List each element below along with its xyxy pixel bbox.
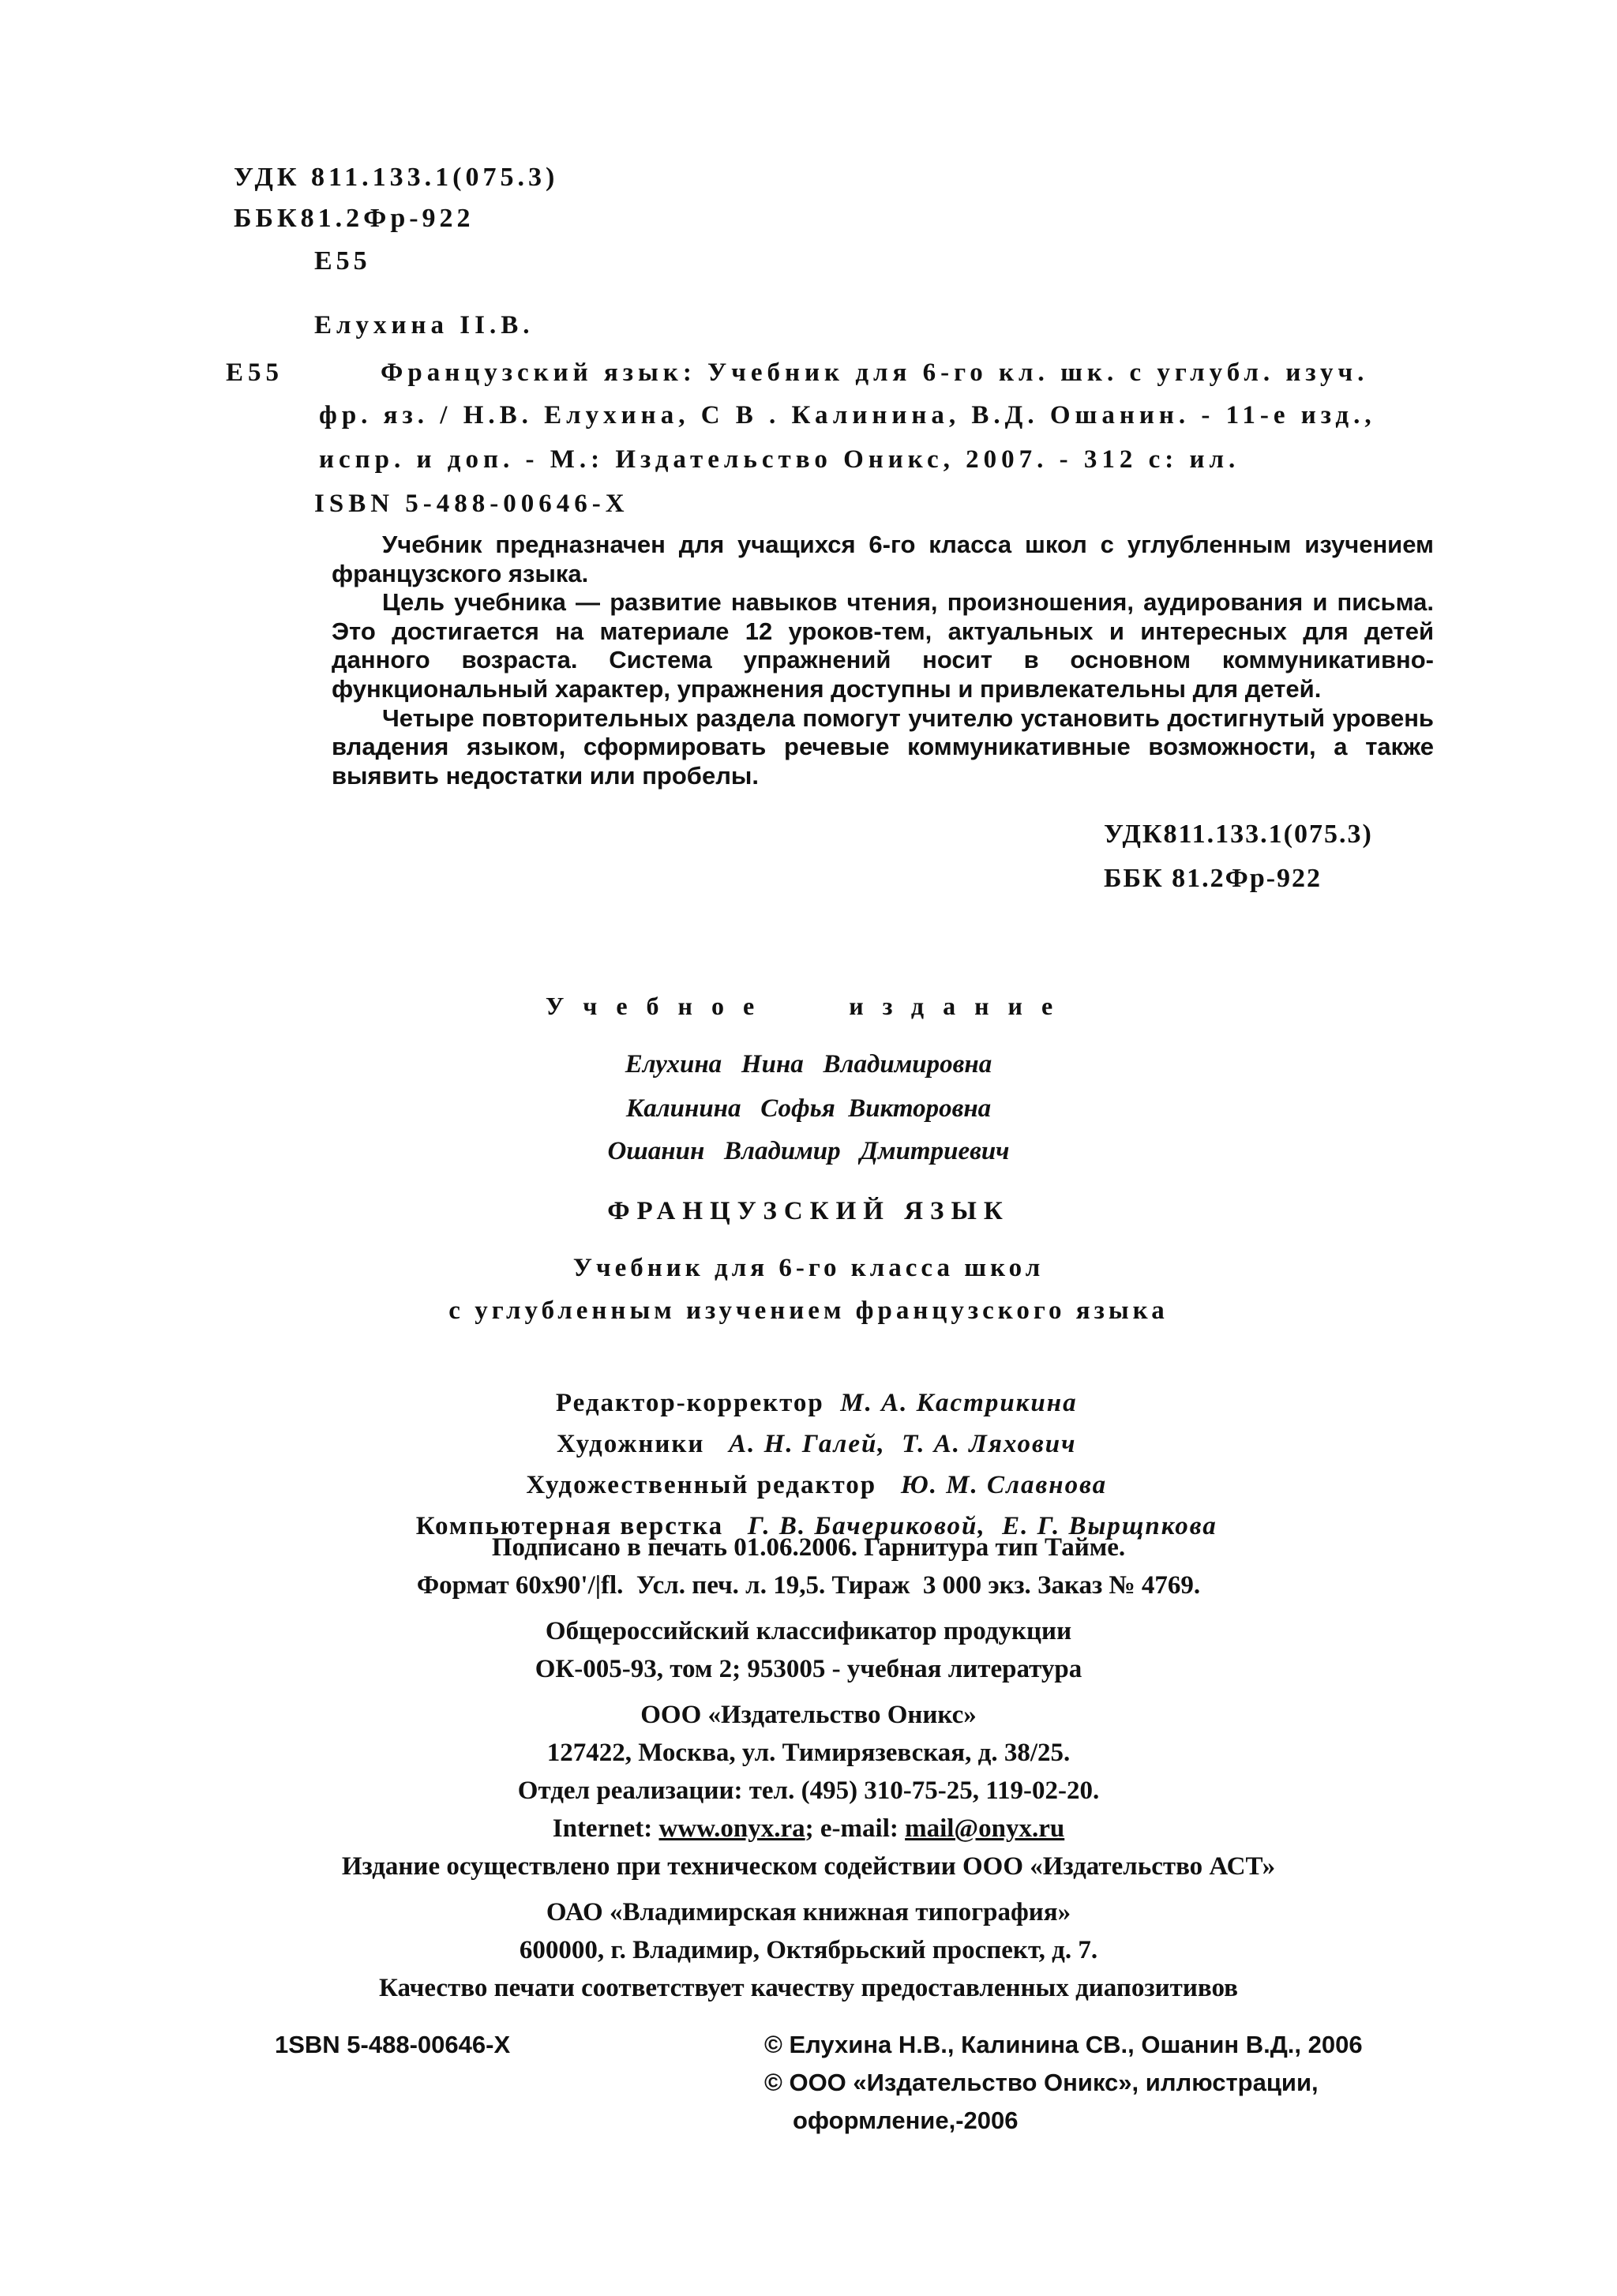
publisher-name: ООО «Издательство Оникс»	[640, 1701, 977, 1729]
abstract-udk: УДК811.133.1(075.3)	[1104, 820, 1373, 849]
website-link[interactable]: www.onyx.ra	[658, 1814, 805, 1843]
bib-line-3: испр. и доп. - М.: Издательство Оникс, 2007. - 312 с: ил.	[319, 445, 1240, 474]
author-name-3: Ошанин Владимир Дмитриевич	[607, 1137, 1010, 1165]
bib-author: Елухина II.В.	[314, 311, 535, 340]
product-classifier: Общероссийский классификатор продукции	[545, 1617, 1072, 1645]
book-subtitle-2: с углубленным изучением французского языка	[448, 1296, 1169, 1325]
author-name-2: Калинина Софья Викторовна	[625, 1094, 992, 1123]
udk-code: УДК 811.133.1(075.3)	[234, 163, 559, 192]
author-name-1: Елухина Нина Владимировна	[625, 1050, 992, 1079]
contacts-line	[0, 1814, 1617, 1844]
printer-name: ОАО «Владимирская книжная типография»	[546, 1898, 1071, 1926]
credit-name: Ю. М. Славнова	[900, 1471, 1108, 1499]
abstract-paragraph: Учебник предназначен для учащихся 6-го класса школ с углубленным изучением французского языка.	[332, 531, 1434, 587]
credit-role: Художники	[557, 1430, 705, 1458]
bib-code: Е55	[226, 358, 284, 387]
credit-name: Г. В. Бачериковой, Е. Г. Вырщпкова	[747, 1512, 1217, 1540]
abstract-bbk: ББК 81.2Фр-922	[1104, 864, 1322, 893]
credit-role: Компьютерная верстка	[415, 1512, 724, 1540]
print-quality-note: Качество печати соответствует качеству предоставленных диапозитивов	[379, 1974, 1238, 2002]
abstract-paragraph: Цель учебника — развитие навыков чтения, произношения, аудирования и письма. Это достигается на материале 12 уроков-тем, актуальных и интересных для детей данного возраста. Система упражнений носит в основном коммуникативно-функциональный характер, упражнения доступны и привлекательны для детей.	[332, 588, 1434, 703]
credit-name: А. Н. Галей, Т. А. Ляхович	[729, 1430, 1077, 1458]
edition-type: Учебное издание	[545, 992, 1072, 1020]
credit-role: Художественный редактор	[526, 1471, 877, 1499]
footer-isbn: 1SBN 5-488-00646-Х	[275, 2031, 511, 2058]
bib-line-1: Французский язык: Учебник для 6-го кл. шк. с углубл. изуч.	[381, 358, 1369, 387]
technical-support: Издание осуществлено при техническом содействии ООО «Издательство АСТ»	[341, 1852, 1276, 1881]
copyright-design: оформление,-2006	[793, 2107, 1019, 2134]
abstract	[332, 531, 1434, 790]
signed-to-print: Подписано в печать 01.06.2006. Гарнитура тип Тайме.	[491, 1533, 1126, 1562]
bbk-code: ББК81.2Фр-922	[234, 204, 475, 233]
credit-name: М. А. Кастрикина	[840, 1389, 1078, 1417]
print-format: Формат 60x90'/|fl. Усл. печ. л. 19,5. Тираж 3 000 экз. Заказ № 4769.	[416, 1571, 1201, 1600]
book-title: ФРАНЦУЗСКИЙ ЯЗЫК	[607, 1197, 1010, 1225]
bib-isbn: ISBN 5-488-00646-Х	[314, 490, 629, 518]
publisher-address: 127422, Москва, ул. Тимирязевская, д. 38/25.	[546, 1739, 1071, 1767]
copyright-publisher: © ООО «Издательство Оникс», иллюстрации,	[764, 2069, 1319, 2096]
email-label: ; e-mail:	[805, 1814, 899, 1843]
credit-line	[0, 1483, 1617, 1541]
printer-address: 600000, г. Владимир, Октябрьский проспект, д. 7.	[519, 1936, 1098, 1964]
internet-label: Internet:	[552, 1814, 653, 1843]
product-classifier-code: ОК-005-93, том 2; 953005 - учебная литература	[535, 1655, 1082, 1683]
sales-department: Отдел реализации: тел. (495) 310-75-25, 119-02-20.	[517, 1776, 1100, 1805]
email-link[interactable]: mail@onyx.ru	[905, 1814, 1065, 1843]
author-mark: Е55	[314, 246, 371, 276]
bib-line-2: фр. яз. / Н.В. Елухина, С В . Калинина, В.Д. Ошанин. - 11-е изд.,	[319, 401, 1376, 430]
credit-role: Редактор-корректор	[555, 1389, 824, 1417]
book-subtitle-1: Учебник для 6-го класса школ	[572, 1254, 1045, 1282]
copyright-authors: © Елухина Н.В., Калинина СВ., Ошанин В.Д., 2006	[764, 2031, 1363, 2058]
abstract-paragraph: Четыре повторительных раздела помогут учителю установить достигнутый уровень владения языком, сформировать речевые коммуникативные возможности, а также выявить недостатки или пробелы.	[332, 703, 1434, 790]
